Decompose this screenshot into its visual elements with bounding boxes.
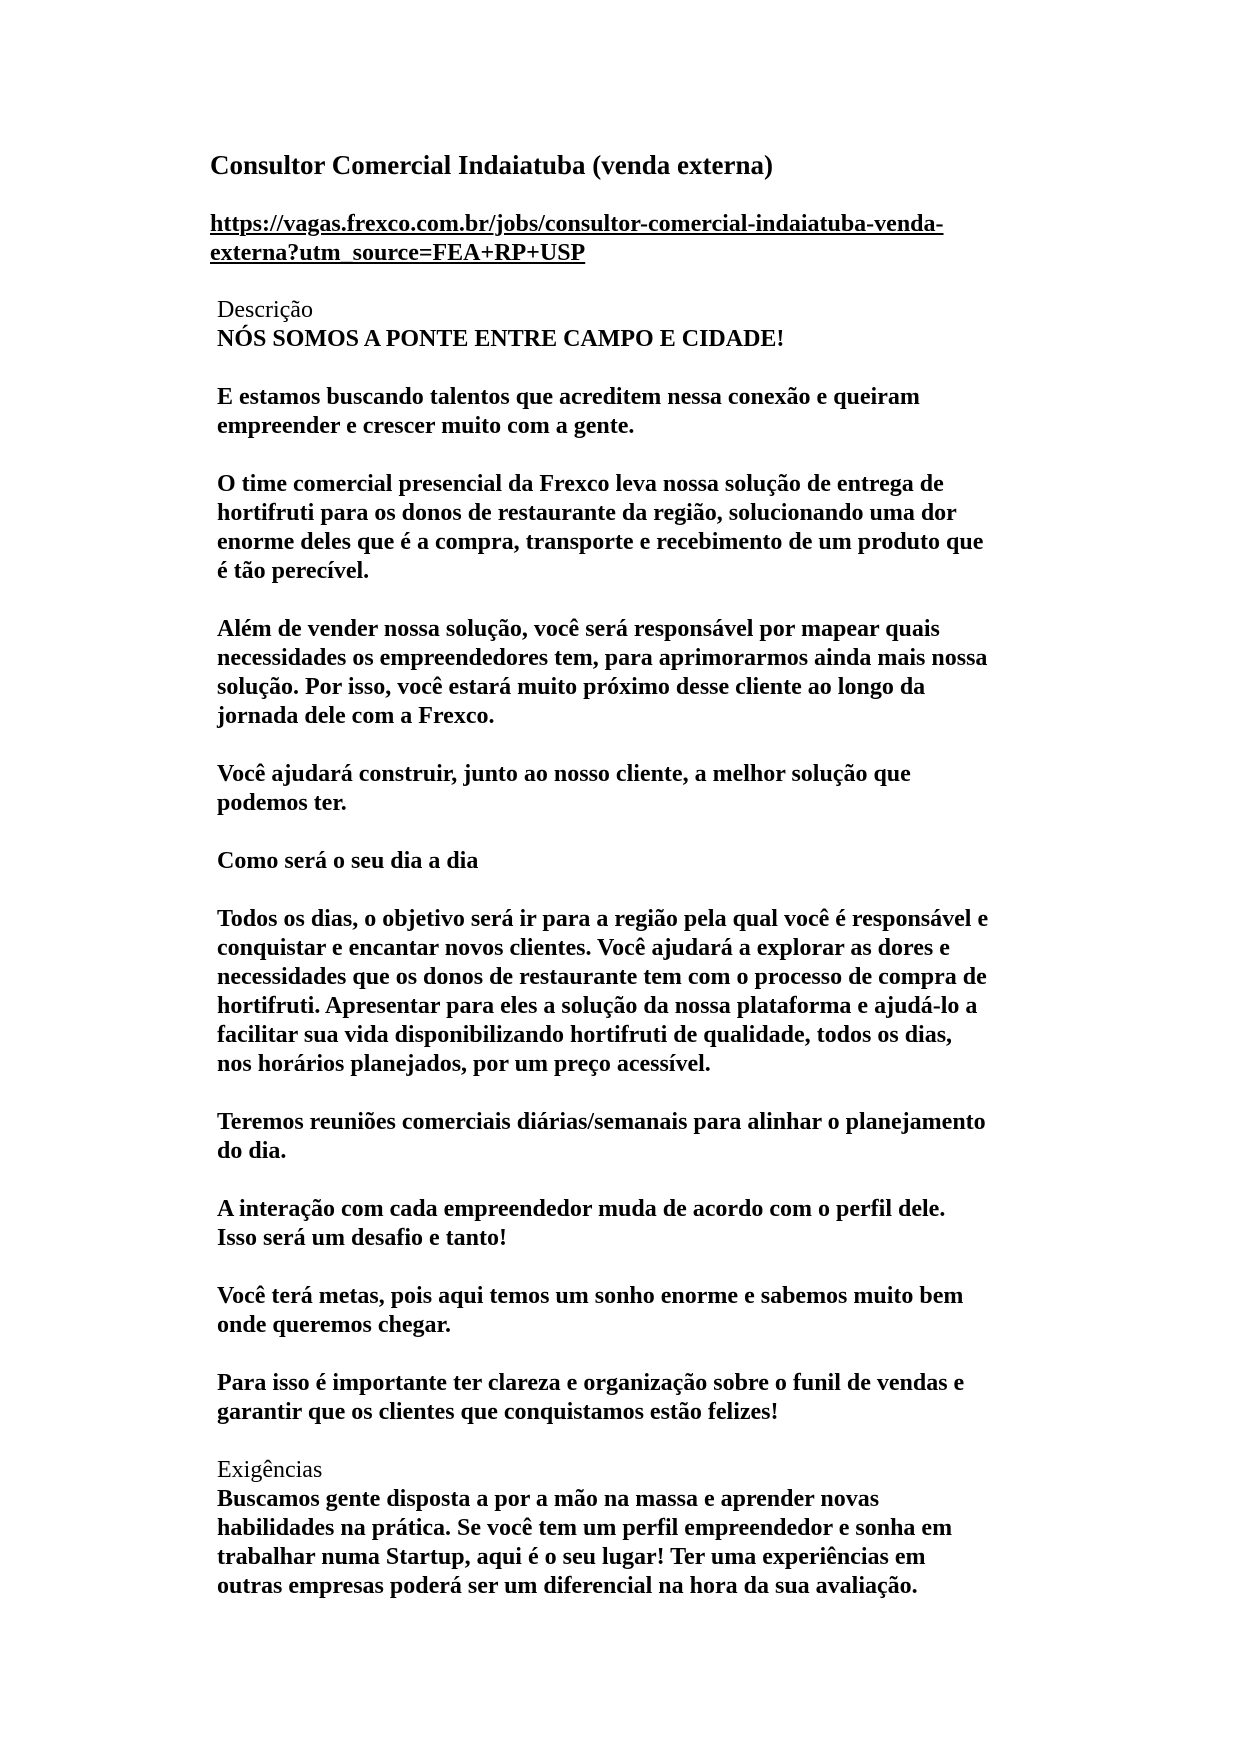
paragraph-line: necessidades que os donos de restaurante tem com o processo de compra de (217, 964, 987, 990)
paragraph-line: Você ajudará construir, junto ao nosso cliente, a melhor solução que (217, 761, 911, 787)
paragraph-line: habilidades na prática. Se você tem um perfil empreendedor e sonha em (217, 1515, 953, 1541)
paragraph-line: garantir que os clientes que conquistamos estão felizes! (217, 1399, 779, 1425)
paragraph (217, 1195, 1057, 1253)
paragraph (217, 1282, 1057, 1340)
paragraph-line: conquistar e encantar novos clientes. Você ajudará a explorar as dores e (217, 935, 950, 961)
paragraph-line: do dia. (217, 1138, 287, 1164)
paragraph (217, 905, 1057, 1079)
job-title: Consultor Comercial Indaiatuba (venda externa) (210, 150, 774, 180)
paragraph (217, 1108, 1057, 1166)
paragraph (217, 470, 1057, 586)
paragraph-line: Como será o seu dia a dia (217, 848, 479, 874)
paragraph-line: é tão perecível. (217, 558, 370, 584)
paragraph-line: Você terá metas, pois aqui temos um sonho enorme e sabemos muito bem (217, 1283, 964, 1309)
subheading-day-to-day (217, 847, 1057, 876)
paragraph-line: A interação com cada empreendedor muda de acordo com o perfil dele. (217, 1196, 946, 1222)
job-link[interactable] (210, 210, 944, 268)
paragraph (217, 760, 1057, 818)
paragraph-line: enorme deles que é a compra, transporte e recebimento de um produto que (217, 529, 984, 555)
paragraph-line: E estamos buscando talentos que acreditem nessa conexão e queiram (217, 384, 920, 410)
paragraph-line: outras empresas poderá ser um diferencial na hora da sua avaliação. (217, 1573, 918, 1599)
job-content (217, 296, 1057, 1630)
paragraph-line: Buscamos gente disposta a por a mão na massa e aprender novas (217, 1486, 880, 1512)
paragraph (217, 1369, 1057, 1427)
paragraph-line: solução. Por isso, você estará muito próximo desse cliente ao longo da (217, 674, 926, 700)
paragraph-line: jornada dele com a Frexco. (217, 703, 495, 729)
description-label: Descrição (217, 297, 313, 323)
job-link-line: https://vagas.frexco.com.br/jobs/consultor-comercial-indaiatuba-venda- (210, 211, 944, 237)
headline: NÓS SOMOS A PONTE ENTRE CAMPO E CIDADE! (217, 326, 785, 352)
paragraph-line: Isso será um desafio e tanto! (217, 1225, 507, 1251)
paragraph-line: Para isso é importante ter clareza e organização sobre o funil de vendas e (217, 1370, 965, 1396)
paragraph-line: hortifruti. Apresentar para eles a solução da nossa plataforma e ajudá-lo a (217, 993, 978, 1019)
paragraph (217, 383, 1057, 441)
paragraph (217, 615, 1057, 731)
paragraph-line: hortifruti para os donos de restaurante da região, solucionando uma dor (217, 500, 957, 526)
requirements-paragraph (217, 1485, 1057, 1601)
paragraph-line: empreender e crescer muito com a gente. (217, 413, 635, 439)
job-link-line: externa?utm_source=FEA+RP+USP (210, 240, 586, 266)
paragraph-line: Além de vender nossa solução, você será responsável por mapear quais (217, 616, 940, 642)
paragraph-line: onde queremos chegar. (217, 1312, 451, 1338)
paragraph-line: nos horários planejados, por um preço acessível. (217, 1051, 711, 1077)
paragraph-line: facilitar sua vida disponibilizando hortifruti de qualidade, todos os dias, (217, 1022, 953, 1048)
paragraph-line: Teremos reuniões comerciais diárias/semanais para alinhar o planejamento (217, 1109, 986, 1135)
paragraph-line: Todos os dias, o objetivo será ir para a região pela qual você é responsável e (217, 906, 989, 932)
paragraph-line: O time comercial presencial da Frexco leva nossa solução de entrega de (217, 471, 944, 497)
paragraph-line: necessidades os empreendedores tem, para aprimorarmos ainda mais nossa (217, 645, 988, 671)
paragraph-line: trabalhar numa Startup, aqui é o seu lugar! Ter uma experiências em (217, 1544, 926, 1570)
requirements-label: Exigências (217, 1457, 323, 1483)
paragraph-line: podemos ter. (217, 790, 347, 816)
